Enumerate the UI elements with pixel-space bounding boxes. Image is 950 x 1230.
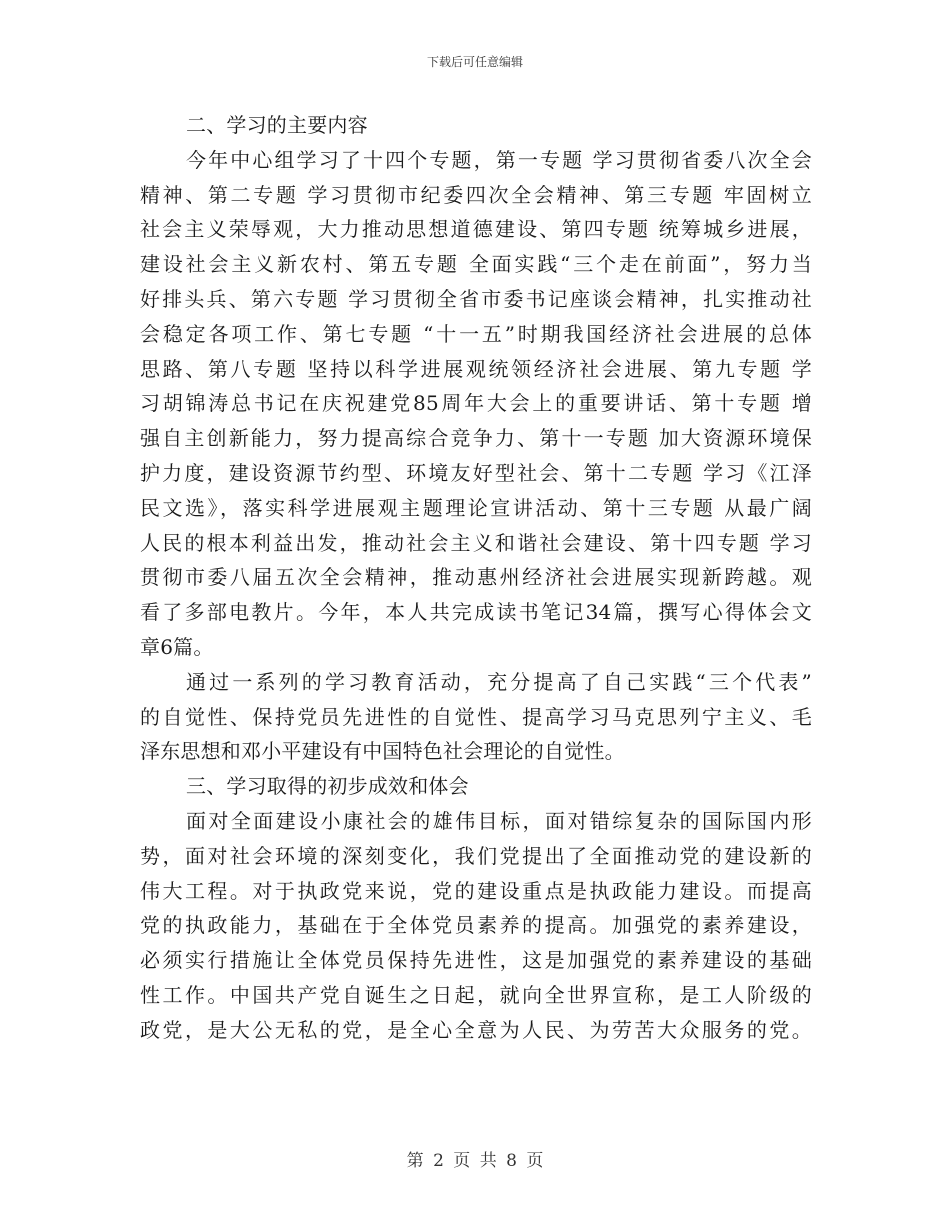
paragraph-line: 势，面对社会环境的深刻变化，我们党提出了全面推动党的建设新的 — [140, 843, 812, 868]
paragraph-line: 建设社会主义新农村、第五专题 全面实践“三个走在前面”，努力当 — [140, 252, 812, 277]
paragraph-line: 习胡锦涛总书记在庆祝建党85周年大会上的重要讲话、第十专题 增 — [140, 391, 812, 416]
paragraph-line: 通过一系列的学习教育活动，充分提高了自己实践“三个代表” — [186, 669, 812, 694]
paragraph-line: 贯彻市委八届五次全会精神，推动惠州经济社会进展实现新跨越。观 — [140, 565, 812, 590]
paragraph-line: 社会主义荣辱观，大力推动思想道德建设、第四专题 统筹城乡进展， — [140, 217, 812, 242]
section-heading-2: 二、学习的主要内容 — [186, 113, 368, 137]
paragraph-line: 看了多部电教片。今年，本人共完成读书笔记34篇，撰写心得体会文 — [140, 600, 812, 625]
paragraph-line: 护力度，建设资源节约型、环境友好型社会、第十二专题 学习《江泽 — [140, 460, 812, 485]
paragraph-line: 会稳定各项工作、第七专题 “十一五”时期我国经济社会进展的总体 — [140, 321, 812, 346]
paragraph-line: 性工作。中国共产党自诞生之日起，就向全世界宣称，是工人阶级的 — [140, 982, 812, 1007]
download-note: 下载后可任意编辑 — [426, 55, 523, 69]
paragraph-line: 思路、第八专题 坚持以科学进展观统领经济社会进展、第九专题 学 — [140, 356, 812, 381]
paragraph-line: 必须实行措施让全体党员保持先进性，这是加强党的素养建设的基础 — [140, 948, 812, 973]
paragraph-line: 精神、第二专题 学习贯彻市纪委四次全会精神、第三专题 牢固树立 — [140, 182, 812, 207]
paragraph-line: 今年中心组学习了十四个专题，第一专题 学习贯彻省委八次全会 — [186, 147, 812, 172]
paragraph-line: 政党，是大公无私的党，是全心全意为人民、为劳苦大众服务的党。 — [140, 1017, 812, 1042]
paragraph-line: 的自觉性、保持党员先进性的自觉性、提高学习马克思列宁主义、毛 — [140, 704, 812, 729]
paragraph-line: 伟大工程。对于执政党来说，党的建设重点是执政能力建设。而提高 — [140, 878, 812, 903]
paragraph-line: 强自主创新能力，努力提高综合竞争力、第十一专题 加大资源环境保 — [140, 426, 812, 451]
paragraph-line: 好排头兵、第六专题 学习贯彻全省市委书记座谈会精神，扎实推动社 — [140, 286, 812, 311]
paragraph-line: 人民的根本利益出发，推动社会主义和谐社会建设、第十四专题 学习 — [140, 530, 812, 555]
document-body — [140, 108, 812, 1048]
section-heading-3: 三、学习取得的初步成效和体会 — [186, 774, 469, 799]
paragraph-line: 党的执政能力，基础在于全体党员素养的提高。加强党的素养建设， — [140, 913, 812, 938]
paragraph-line: 泽东思想和邓小平建设有中国特色社会理论的自觉性。 — [140, 739, 625, 764]
paragraph-line: 章6篇。 — [140, 634, 214, 659]
paragraph-line: 民文选》，落实科学进展观主题理论宣讲活动、第十三专题 从最广阔 — [140, 495, 812, 520]
page-number: 第 2 页 共 8 页 — [406, 1151, 544, 1171]
paragraph-line: 面对全面建设小康社会的雄伟目标，面对错综复杂的国际国内形 — [186, 808, 812, 833]
